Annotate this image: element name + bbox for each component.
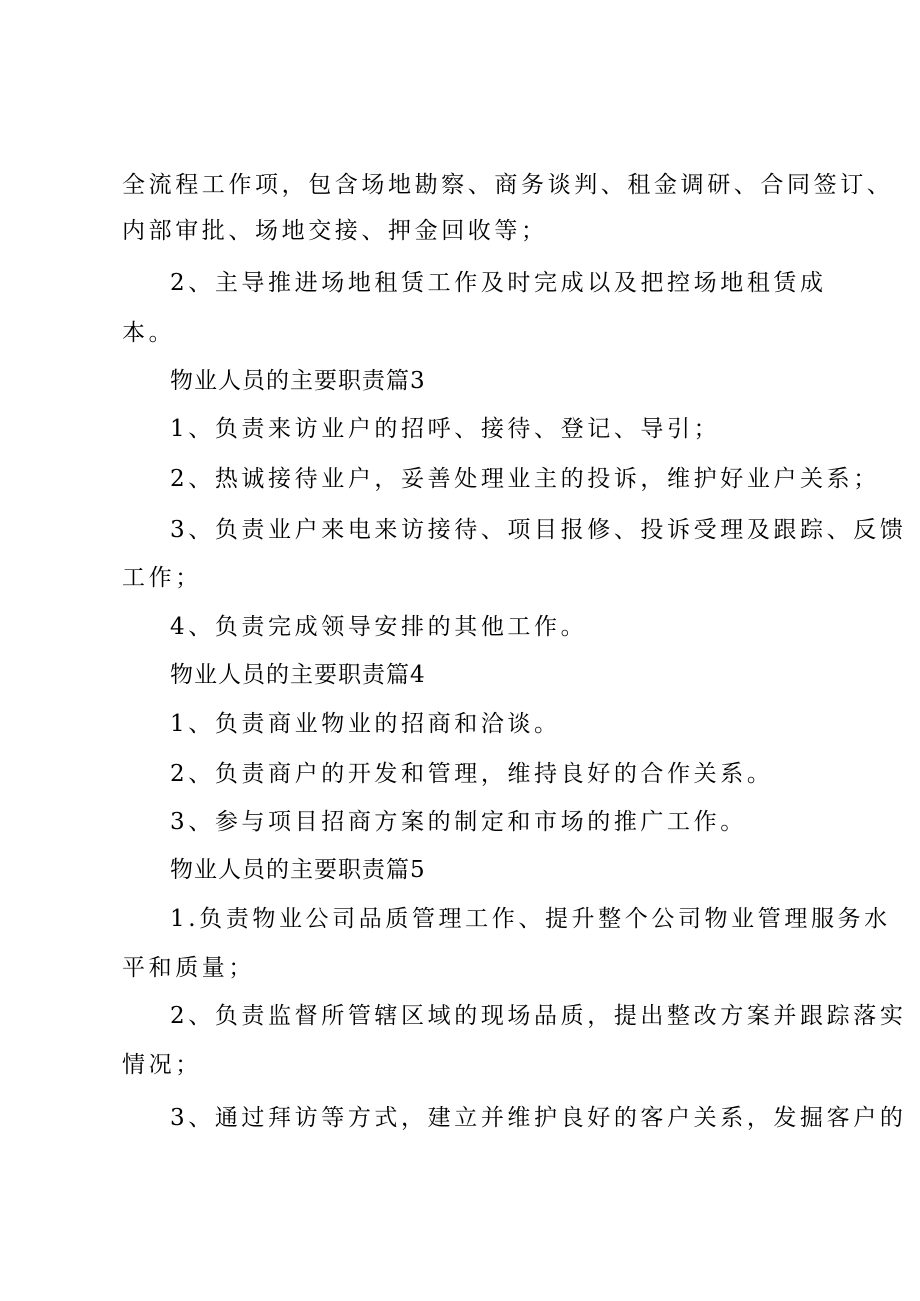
paragraph-line: 2、负责监督所管辖区域的现场品质，提出整改方案并跟踪落实	[170, 1003, 907, 1029]
paragraph-line: 平和质量；	[122, 955, 255, 981]
section-heading: 物业人员的主要职责篇3	[170, 368, 426, 394]
paragraph-line: 2、主导推进场地租赁工作及时完成以及把控场地租赁成	[170, 270, 827, 296]
paragraph-line: 3、参与项目招商方案的制定和市场的推广工作。	[170, 809, 747, 835]
paragraph-line: 1、负责来访业户的招呼、接待、登记、导引；	[170, 416, 721, 442]
section-heading: 物业人员的主要职责篇4	[170, 662, 426, 688]
paragraph-line: 4、负责完成领导安排的其他工作。	[170, 614, 588, 640]
paragraph-line: 2、负责商户的开发和管理，维持良好的合作关系。	[170, 761, 774, 787]
paragraph-line: 1.负责物业公司品质管理工作、提升整个公司物业管理服务水	[170, 906, 891, 932]
paragraph-line: 1、负责商业物业的招商和洽谈。	[170, 711, 561, 737]
paragraph-line: 3、通过拜访等方式，建立并维护良好的客户关系，发掘客户的	[170, 1105, 907, 1131]
paragraph-line: 内部审批、场地交接、押金回收等；	[122, 218, 548, 244]
paragraph-line: 全流程工作项，包含场地勘察、商务谈判、租金调研、合同签订、	[122, 172, 894, 198]
section-heading: 物业人员的主要职责篇5	[170, 857, 426, 883]
paragraph-line: 本。	[122, 320, 176, 346]
paragraph-line: 3、负责业户来电来访接待、项目报修、投诉受理及跟踪、反馈	[170, 517, 907, 543]
paragraph-line: 2、热诚接待业户，妥善处理业主的投诉，维护好业户关系；	[170, 466, 880, 492]
paragraph-line: 情况；	[122, 1052, 202, 1078]
paragraph-line: 工作；	[122, 565, 202, 591]
